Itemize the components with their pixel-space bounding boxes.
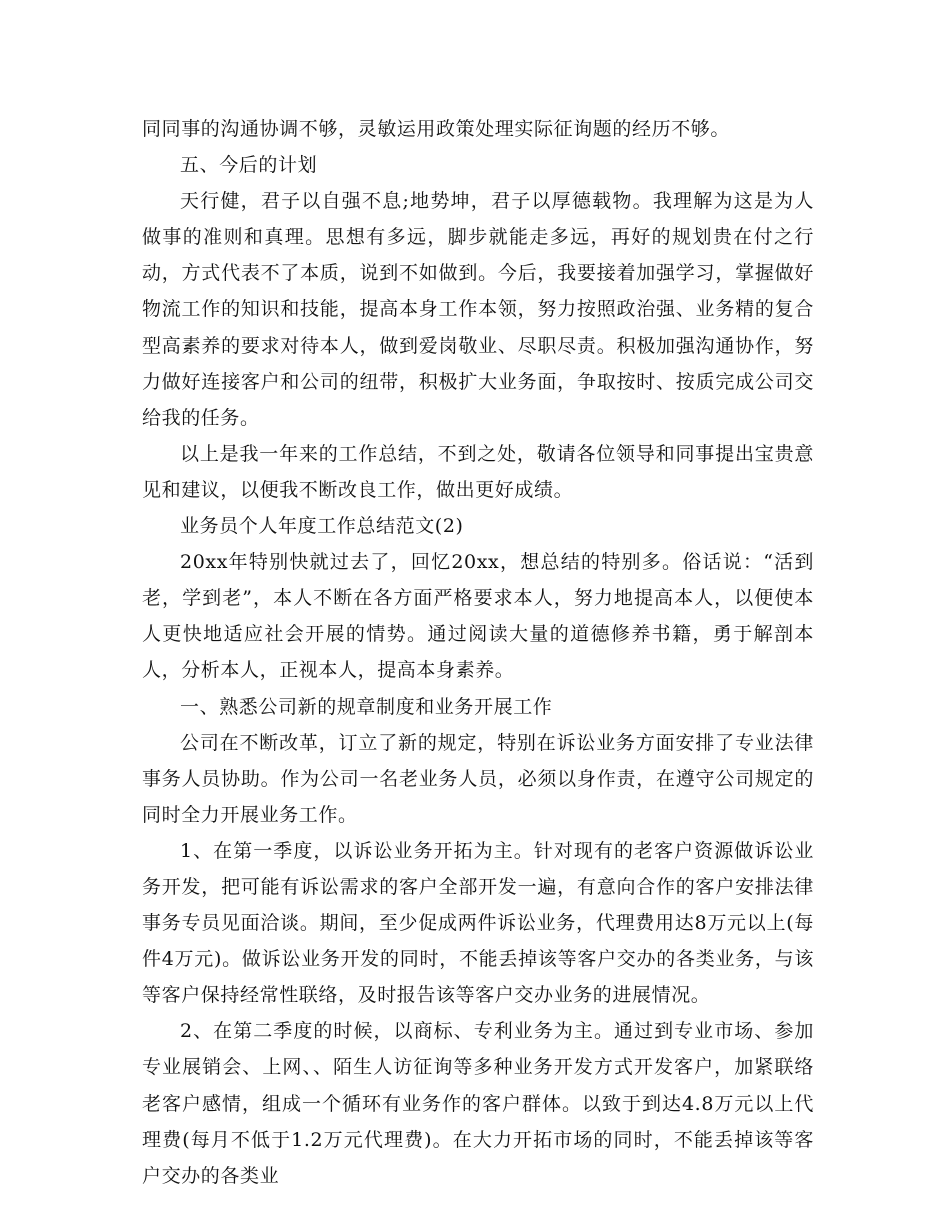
section-heading-future-plan: 五、今后的计划: [180, 154, 318, 177]
paragraph-q2: 2、在第二季度的时候，以商标、专利业务为主。通过到专业市场、参加专业展销会、上网、、陌生人访征询等多种业务开发方式开发客户，加紧联络老客户感情，组成一个循环有业务作的客户群体。以致于到达4.8万元以上代理费(每月不低于1.2万元代理费)。在大力开拓市场的同时，不能丢掉该等客户交办的各类业: [142, 1020, 814, 1187]
document-body: [142, 111, 814, 1194]
article-title-2: 业务员个人年度工作总结范文(2): [180, 515, 464, 538]
paragraph-intro: 20xx年特别快就过去了，回忆20xx，想总结的特别多。俗话说：“活到老，学到老”，本人不断在各方面严格要求本人，努力地提高本人，以便使本人更快地适应社会开展的情势。通过阅读大量的道德修养书籍，勇于解剖本人，分析本人，正视本人，提高本身素养。: [142, 551, 814, 682]
paragraph-plan-body: 天行健，君子以自强不息;地势坤，君子以厚德载物。我理解为这是为人做事的准则和真理。思想有多远，脚步就能走多远，再好的规划贵在付之行动，方式代表不了本质，说到不如做到。今后，我要接着加强学习，掌握做好物流工作的知识和技能，提高本身工作本领，努力按照政治强、业务精的复合型高素养的要求对待本人，做到爱岗敬业、尽职尽责。积极加强沟通协作，努力做好连接客户和公司的纽带，积极扩大业务面，争取按时、按质完成公司交给我的任务。: [142, 190, 814, 429]
paragraph-company-reform: 公司在不断改革，订立了新的规定，特别在诉讼业务方面安排了专业法律事务人员协助。作为公司一名老业务人员，必须以身作责，在遵守公司规定的同时全力开展业务工作。: [142, 731, 814, 826]
paragraph-q1: 1、在第一季度，以诉讼业务开拓为主。针对现有的老客户资源做诉讼业务开发，把可能有诉讼需求的客户全部开发一遍，有意向合作的客户安排法律事务专员见面洽谈。期间，至少促成两件诉讼业务，代理费用达8万元以上(每件4万元)。做诉讼业务开发的同时，不能丢掉该等客户交办的各类业务，与该等客户保持经常性联络，及时报告该等客户交办业务的进展情况。: [142, 839, 814, 1007]
paragraph-continuation: 同同事的沟通协调不够，灵敏运用政策处理实际征询题的经历不够。: [142, 118, 731, 140]
paragraph-closing: 以上是我一年来的工作总结，不到之处，敬请各位领导和同事提出宝贵意见和建议，以便我不断改良工作，做出更好成绩。: [142, 442, 814, 501]
section-heading-rules: 一、熟悉公司新的规章制度和业务开展工作: [180, 695, 553, 718]
